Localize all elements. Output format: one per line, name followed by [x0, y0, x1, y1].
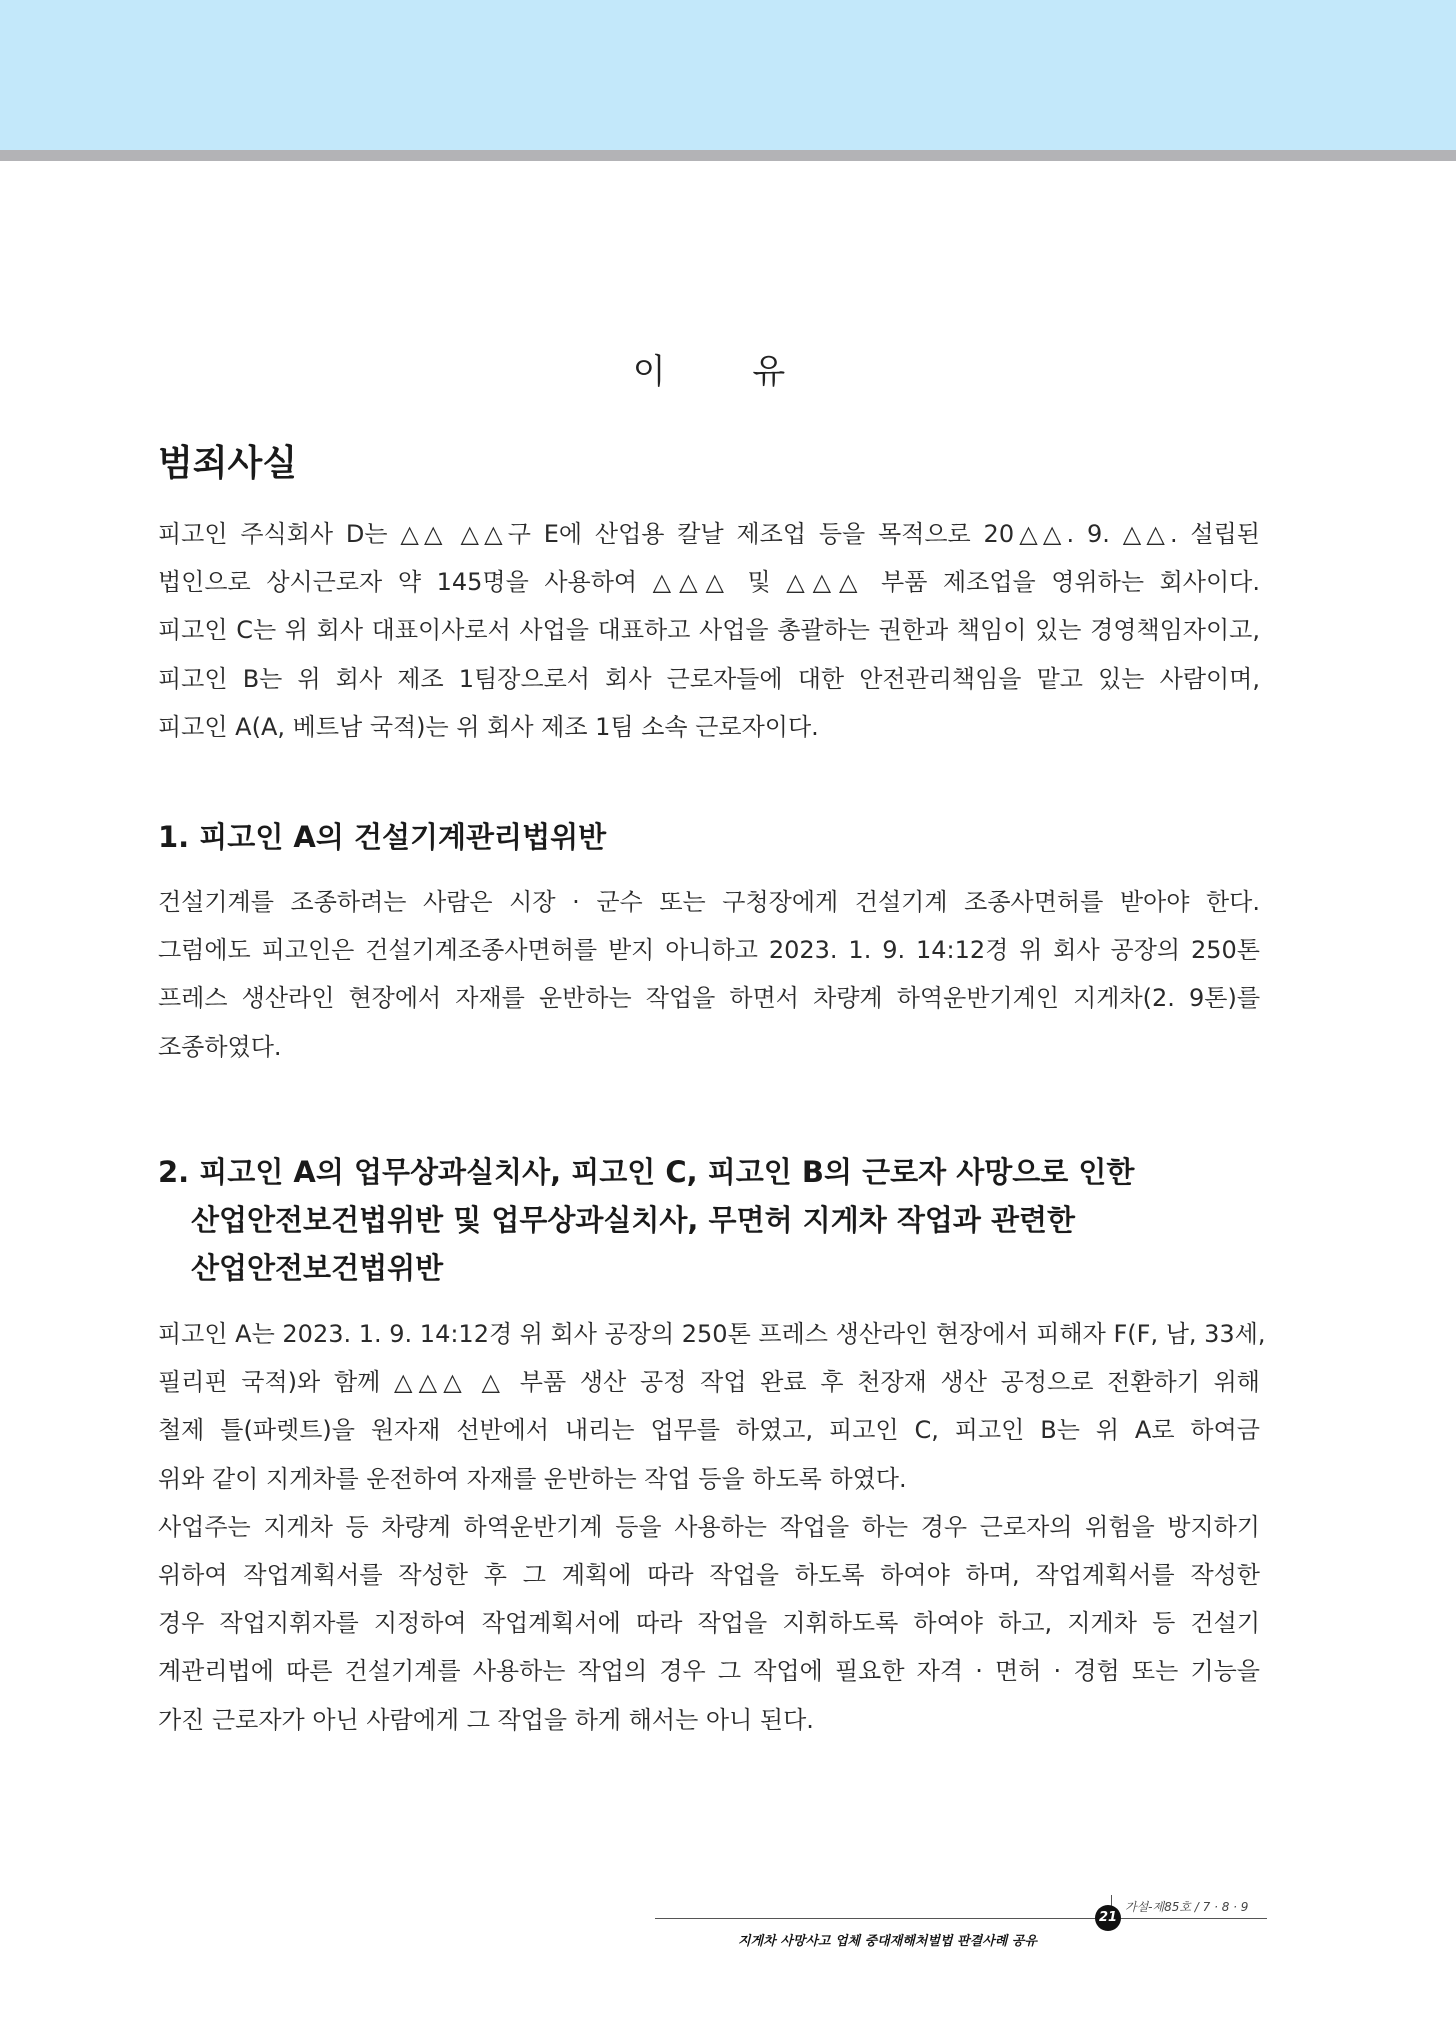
subsection-1-heading: 1. 피고인 A의 건설기계관리법위반 — [158, 820, 607, 854]
text-line: 건설기계를 조종하려는 사람은 시장 · 군수 또는 구청장에게 건설기계 조종사면허를 받아야 한다. — [158, 888, 1260, 916]
text-line: 계관리법에 따른 건설기계를 사용하는 작업의 경우 그 작업에 필요한 자격 · 면허 · 경험 또는 기능을 — [158, 1657, 1260, 1686]
heading-line: 산업안전보건법위반 및 업무상과실치사, 무면허 지게차 작업과 관련한 — [191, 1203, 1076, 1237]
text-line: 피고인 주식회사 D는 △△ △△구 E에 산업용 칼날 제조업 등을 목적으로 20△△. 9. △△. 설립된 — [158, 520, 1260, 548]
text-line: 피고인 B는 위 회사 제조 1팀장으로서 회사 근로자들에 대한 안전관리책임을 맡고 있는 사람이며, — [158, 664, 1260, 693]
section-heading: 범죄사실 — [158, 443, 298, 484]
subsection-2-paragraph — [158, 1310, 1266, 1744]
text-line: 위하여 작업계획서를 작성한 후 그 계획에 따라 작업을 하도록 하여야 하며, 작업계획서를 작성한 — [158, 1561, 1260, 1590]
text-line: 위와 같이 지게차를 운전하여 자재를 운반하는 작업 등을 하도록 하였다. — [158, 1464, 907, 1493]
text-line: 철제 틀(파렛트)을 원자재 선반에서 내리는 업무를 하였고, 피고인 C, 피고인 B는 위 A로 하여금 — [158, 1416, 1260, 1445]
subsection-2-heading — [158, 1148, 1278, 1292]
header-rule — [0, 150, 1456, 161]
text-line: 그럼에도 피고인은 건설기계조종사면허를 받지 아니하고 2023. 1. 9. 14:12경 위 회사 공장의 250톤 — [158, 936, 1260, 965]
text-line: 가진 근로자가 아닌 사람에게 그 작업을 하게 해서는 아니 된다. — [158, 1705, 814, 1734]
text-line: 필리핀 국적)와 함께 △△△ △ 부품 생산 공정 작업 완료 후 천장재 생산 공정으로 전환하기 위해 — [158, 1368, 1260, 1397]
footer-rule — [655, 1918, 1267, 1919]
subsection-1-paragraph — [158, 878, 1260, 1071]
footer-issue-info: 가설-제85호 / 7 · 8 · 9 — [1125, 1900, 1249, 1914]
header-band — [0, 0, 1456, 150]
text-line: 조종하였다. — [158, 1032, 282, 1061]
text-line: 피고인 A(A, 베트남 국적)는 위 회사 제조 1팀 소속 근로자이다. — [158, 712, 819, 741]
intro-paragraph — [158, 510, 1260, 751]
footer-caption: 지게차 사망사고 업체 중대재해처벌법 판결사례 공유 — [738, 1934, 1037, 1949]
text-line: 피고인 A는 2023. 1. 9. 14:12경 위 회사 공장의 250톤 프레스 생산라인 현장에서 피해자 F(F, 남, 33세, — [158, 1320, 1266, 1348]
heading-line: 2. 피고인 A의 업무상과실치사, 피고인 C, 피고인 B의 근로자 사망으로 인한 — [158, 1155, 1135, 1189]
text-line: 사업주는 지게차 등 차량계 하역운반기계 등을 사용하는 작업을 하는 경우 근로자의 위험을 방지하기 — [158, 1512, 1260, 1541]
text-line: 법인으로 상시근로자 약 145명을 사용하여 △△△ 및 △△△ 부품 제조업을 영위하는 회사이다. — [158, 568, 1260, 597]
text-line: 피고인 C는 위 회사 대표이사로서 사업을 대표하고 사업을 총괄하는 권한과 책임이 있는 경영책임자이고, — [158, 616, 1260, 645]
text-line: 프레스 생산라인 현장에서 자재를 운반하는 작업을 하면서 차량계 하역운반기계인 지게차(2. 9톤)를 — [158, 984, 1260, 1013]
text-line: 경우 작업지휘자를 지정하여 작업계획서에 따라 작업을 지휘하도록 하여야 하고, 지게차 등 건설기 — [158, 1609, 1260, 1638]
heading-line: 산업안전보건법위반 — [191, 1251, 444, 1285]
page-number: 21 — [1095, 1905, 1121, 1931]
reason-title: 이 유 — [632, 352, 824, 392]
